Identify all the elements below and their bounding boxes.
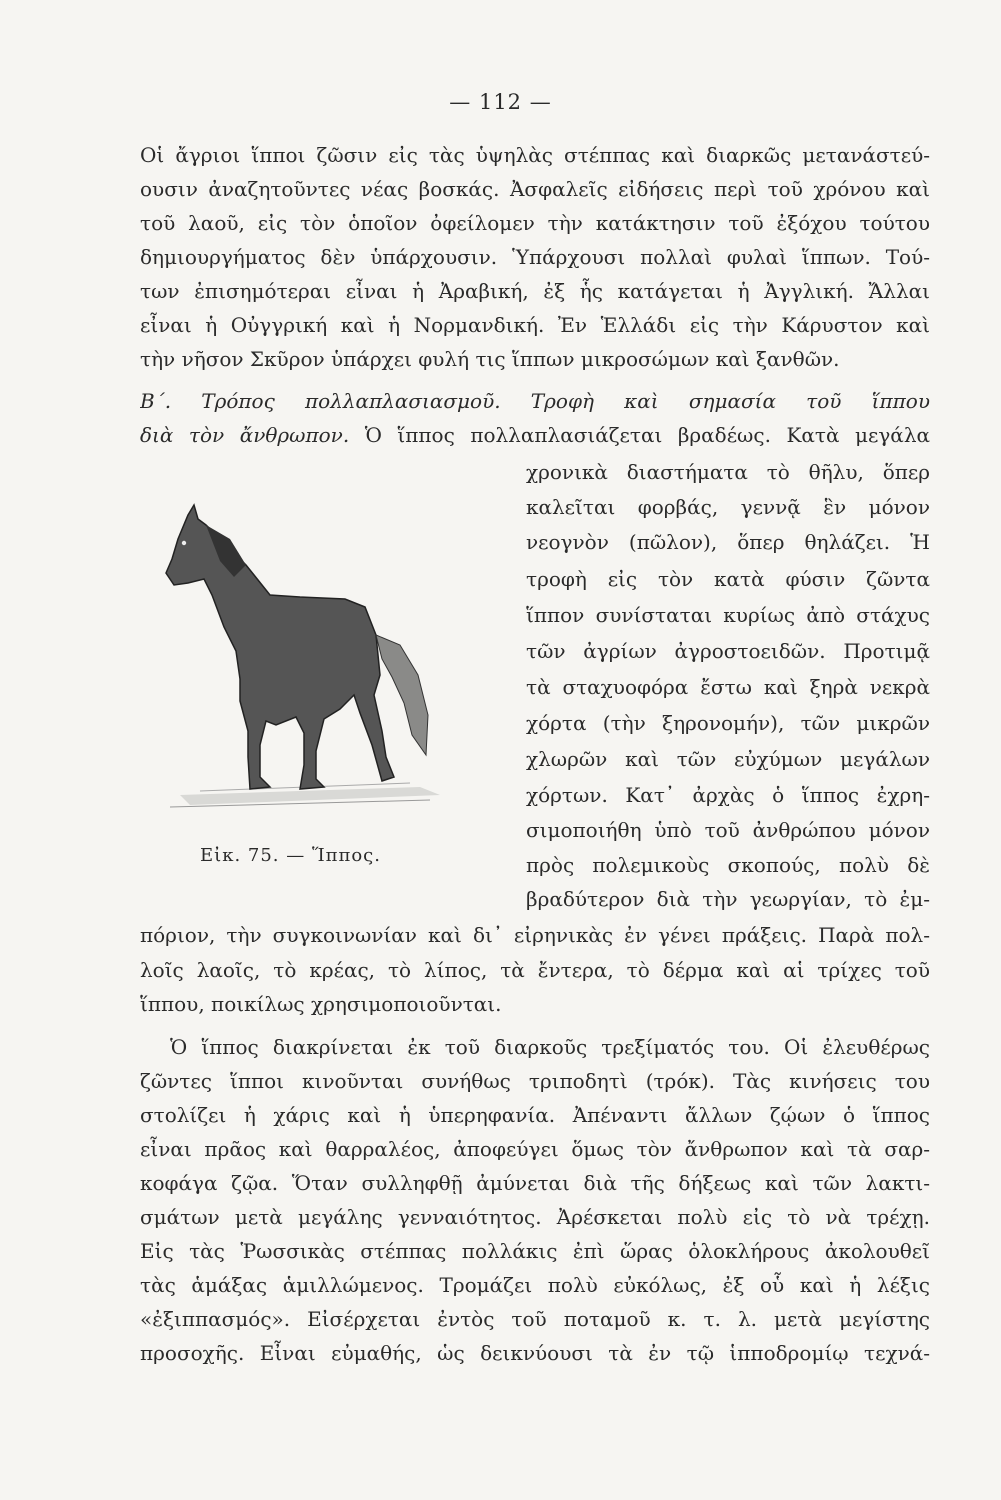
text-line: τοῦ λαοῦ, εἰς τὸν ὁποῖον ὀφείλομεν τὴν κατάκτησιν τοῦ ἐξόχου τούτου bbox=[140, 211, 930, 235]
section-heading: Β΄. Τρόπος πολλαπλασιασμοῦ. Τροφὴ καὶ σημασία τοῦ ἵππου bbox=[140, 389, 930, 413]
text-line: εἶναι ἡ Οὐγγρική καὶ ἡ Νορμανδική. Ἐν Ἑλλάδι εἰς τὴν Κάρυστον καὶ bbox=[140, 313, 930, 337]
side-text-line: χλωρῶν καὶ τῶν εὐχύμων μεγάλων bbox=[526, 747, 930, 771]
text-line: πόριον, τὴν συγκοινωνίαν καὶ δι᾽ εἰρηνικὰς ἐν γένει πράξεις. Παρὰ πολ- bbox=[140, 923, 930, 947]
side-text-line: πρὸς πολεμικοὺς σκοπούς, πολὺ δὲ bbox=[526, 853, 930, 877]
side-text-line: τῶν ἀγρίων ἀγροστοειδῶν. Προτιμᾷ bbox=[526, 639, 930, 663]
text-line: προσοχῆς. Εἶναι εὐμαθής, ὡς δεικνύουσι τὰ ἐν τῷ ἱπποδρομίῳ τεχνά- bbox=[140, 1341, 930, 1365]
figure-caption: Εἰκ. 75. — Ἵππος. bbox=[200, 845, 381, 866]
page-number: — 112 — bbox=[449, 90, 552, 114]
side-text-line: καλεῖται φορβάς, γεννᾷ ἓν μόνον bbox=[526, 495, 930, 519]
text-line: στολίζει ἡ χάρις καὶ ἡ ὑπερηφανία. Ἀπέναντι ἄλλων ζῴων ὁ ἵππος bbox=[140, 1103, 930, 1127]
text-line: Εἰς τὰς Ῥωσσικὰς στέππας πολλάκις ἐπὶ ὥρας ὁλοκλήρους ἀκολουθεῖ bbox=[140, 1239, 930, 1263]
side-text-line: βραδύτερον διὰ τὴν γεωργίαν, τὸ ἐμ- bbox=[526, 887, 930, 911]
side-text-line: χόρτων. Κατ᾽ ἀρχὰς ὁ ἵππος ἐχρη- bbox=[526, 783, 930, 807]
text-line: κοφάγα ζῷα. Ὅταν συλληφθῇ ἀμύνεται διὰ τῆς δήξεως καὶ τῶν λακτι- bbox=[140, 1171, 930, 1195]
side-text-line: χόρτα (τὴν ξηρονομήν), τῶν μικρῶν bbox=[526, 711, 930, 735]
side-text-line: τροφὴ εἰς τὸν κατὰ φύσιν ζῶντα bbox=[526, 567, 930, 591]
text-line: τὴν νῆσον Σκῦρον ὑπάρχει φυλή τις ἵππων μικροσώμων καὶ ξανθῶν. bbox=[140, 347, 840, 371]
text-line: των ἐπισημότεραι εἶναι ἡ Ἀραβική, ἐξ ἧς κατάγεται ἡ Ἀγγλική. Ἄλλαι bbox=[140, 279, 930, 303]
text-line: τὰς ἁμάξας ἁμιλλώμενος. Τρομάζει πολὺ εὐκόλως, ἐξ οὗ καὶ ἡ λέξις bbox=[140, 1273, 930, 1297]
heading-italic: διὰ τὸν ἄνθρωπον. bbox=[140, 423, 350, 447]
side-text-line: νεογνὸν (πῶλον), ὅπερ θηλάζει. Ἡ bbox=[526, 530, 930, 554]
heading-continuation-line bbox=[140, 418, 930, 452]
text-line: εἶναι πρᾶος καὶ θαρραλέος, ἀποφεύγει ὅμως τὸν ἄνθρωπον καὶ τὰ σαρ- bbox=[140, 1137, 930, 1161]
side-text-line: χρονικὰ διαστήματα τὸ θῆλυ, ὅπερ bbox=[526, 460, 930, 484]
text-line: Ὁ ἵππος διακρίνεται ἐκ τοῦ διαρκοῦς τρεξίματός του. Οἱ ἐλευθέρως bbox=[170, 1035, 930, 1059]
text-line: ἵππου, ποικίλως χρησιμοποιοῦνται. bbox=[140, 992, 502, 1016]
text-line: λοῖς λαοῖς, τὸ κρέας, τὸ λίπος, τὰ ἔντερα, τὸ δέρμα καὶ αἱ τρίχες τοῦ bbox=[140, 958, 930, 982]
text-line: ουσιν ἀναζητοῦντες νέας βοσκάς. Ἀσφαλεῖς εἰδήσεις περὶ τοῦ χρόνου καὶ bbox=[140, 177, 930, 201]
side-text-line: σιμοποιήθη ὑπὸ τοῦ ἀνθρώπου μόνον bbox=[526, 818, 930, 842]
text-line: Οἱ ἄγριοι ἵπποι ζῶσιν εἰς τὰς ὑψηλὰς στέππας καὶ διαρκῶς μετανάστεύ- bbox=[140, 143, 930, 167]
text-line: ζῶντες ἵπποι κινοῦνται συνήθως τριποδητὶ (τρόκ). Τὰς κινήσεις του bbox=[140, 1069, 930, 1093]
text-line: «ἐξιππασμός». Εἰσέρχεται ἐντὸς τοῦ ποταμοῦ κ. τ. λ. μετὰ μεγίστης bbox=[140, 1307, 930, 1331]
text-line: σμάτων μετὰ μεγάλης γενναιότητος. Ἀρέσκεται πολὺ εἰς τὸ νὰ τρέχῃ. bbox=[140, 1205, 930, 1229]
heading-rest: Ὁ ἵππος πολλαπλασιάζεται βραδέως. Κατὰ μεγάλα bbox=[349, 423, 930, 447]
side-text-line: τὰ σταχυοφόρα ἔστω καὶ ξηρὰ νεκρὰ bbox=[526, 675, 930, 699]
horse-illustration bbox=[150, 495, 450, 835]
text-line: δημιουργήματος δὲν ὑπάρχουσιν. Ὑπάρχουσι πολλαὶ φυλαὶ ἵππων. Τού- bbox=[140, 245, 930, 269]
side-text-line: ἵππον συνίσταται κυρίως ἀπὸ στάχυς bbox=[526, 603, 930, 627]
